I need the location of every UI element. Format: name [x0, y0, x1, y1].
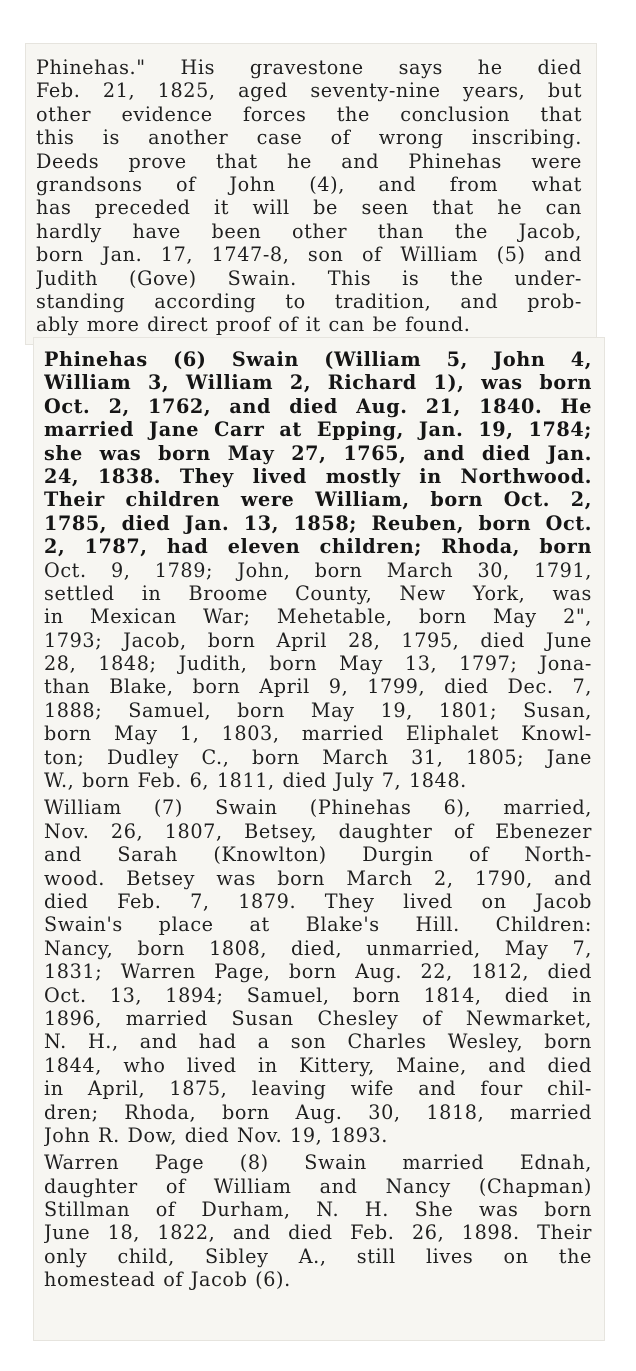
text-line: died Feb. 7, 1879. They lived on Jacob [44, 889, 592, 913]
text-line: this is another case of wrong inscribing. [36, 126, 582, 150]
text-line: Phinehas." His gravestone says he died [36, 56, 582, 79]
text-line: homestead of Jacob (6). [44, 1268, 291, 1292]
text-line: hardly have been other than the Jacob, [36, 219, 582, 243]
paragraph-william [44, 796, 592, 1147]
paragraph-warren-page [44, 1151, 592, 1291]
text-line: she was born May 27, 1765, and died Jan. [44, 441, 592, 465]
text-line: and Sarah (Knowlton) Durgin of North- [44, 843, 592, 867]
text-line: Oct. 2, 1762, and died Aug. 21, 1840. He [44, 394, 592, 418]
text-line: than Blake, born April 9, 1799, died Dec. 7, [44, 675, 592, 699]
text-line: born Jan. 17, 1747-8, son of William (5) and [36, 243, 582, 267]
text-line: dren; Rhoda, born Aug. 30, 1818, married [44, 1100, 592, 1124]
text-line: ably more direct proof of it can be found. [36, 313, 471, 337]
text-line: Nancy, born 1808, died, unmarried, May 7, [44, 936, 592, 960]
text-line: Oct. 9, 1789; John, born March 30, 1791, [44, 558, 592, 582]
clipping-bottom-text [44, 348, 592, 1292]
text-line: Feb. 21, 1825, aged seventy-nine years, but [36, 79, 582, 103]
text-line: Deeds prove that he and Phinehas were [36, 149, 582, 173]
text-line: Oct. 13, 1894; Samuel, born 1814, died in [44, 983, 592, 1007]
text-line: ton; Dudley C., born March 31, 1805; Jane [44, 745, 592, 769]
text-line: in Mexican War; Mehetable, born May 2", [44, 605, 592, 629]
text-line: Stillman of Durham, N. H. She was born [44, 1198, 592, 1222]
text-line: 2, 1787, had eleven children; Rhoda, born [44, 535, 592, 559]
text-line: 1844, who lived in Kittery, Maine, and died [44, 1053, 592, 1077]
text-line: 24, 1838. They lived mostly in Northwood. [44, 464, 592, 488]
text-line: standing according to tradition, and prob- [36, 289, 582, 313]
text-line: June 18, 1822, and died Feb. 26, 1898. Their [44, 1221, 592, 1245]
text-line: married Jane Carr at Epping, Jan. 19, 1784; [44, 418, 592, 442]
text-line: William (7) Swain (Phinehas 6), married, [44, 796, 592, 820]
text-line: 28, 1848; Judith, born May 13, 1797; Jona- [44, 652, 592, 676]
text-line: John R. Dow, died Nov. 19, 1893. [44, 1123, 388, 1147]
text-line: wood. Betsey was born March 2, 1790, and [44, 866, 592, 890]
text-line: 1888; Samuel, born May 19, 1801; Susan, [44, 698, 592, 722]
text-line: born May 1, 1803, married Eliphalet Knowl- [44, 722, 592, 746]
text-line: 1793; Jacob, born April 28, 1795, died June [44, 628, 592, 652]
text-line: 1896, married Susan Chesley of Newmarket, [44, 1006, 592, 1030]
text-line: William 3, William 2, Richard 1), was born [44, 371, 592, 395]
text-line: 1785, died Jan. 13, 1858; Reuben, born Oct. [44, 511, 592, 535]
text-line: Phinehas (6) Swain (William 5, John 4, [44, 348, 592, 371]
text-line: settled in Broome County, New York, was [44, 581, 592, 605]
text-line: grandsons of John (4), and from what [36, 172, 582, 196]
text-line: W., born Feb. 6, 1811, died July 7, 1848. [44, 769, 467, 793]
text-line: Their children were William, born Oct. 2, [44, 488, 592, 512]
text-line: Judith (Gove) Swain. This is the under- [36, 266, 582, 290]
text-line: other evidence forces the conclusion that [36, 102, 582, 126]
text-line: 1831; Warren Page, born Aug. 22, 1812, died [44, 960, 592, 984]
text-line: Swain's place at Blake's Hill. Children: [44, 913, 592, 937]
text-line: has preceded it will be seen that he can [36, 196, 582, 220]
text-line: N. H., and had a son Charles Wesley, born [44, 1030, 592, 1054]
clipping-top-text [36, 56, 582, 337]
paragraph-phinehas [44, 348, 592, 792]
text-line: Warren Page (8) Swain married Ednah, [44, 1151, 592, 1175]
text-line: in April, 1875, leaving wife and four chil- [44, 1077, 592, 1101]
text-line: Nov. 26, 1807, Betsey, daughter of Ebenezer [44, 819, 592, 843]
text-line: only child, Sibley A., still lives on the [44, 1244, 592, 1268]
text-line: daughter of William and Nancy (Chapman) [44, 1174, 592, 1198]
